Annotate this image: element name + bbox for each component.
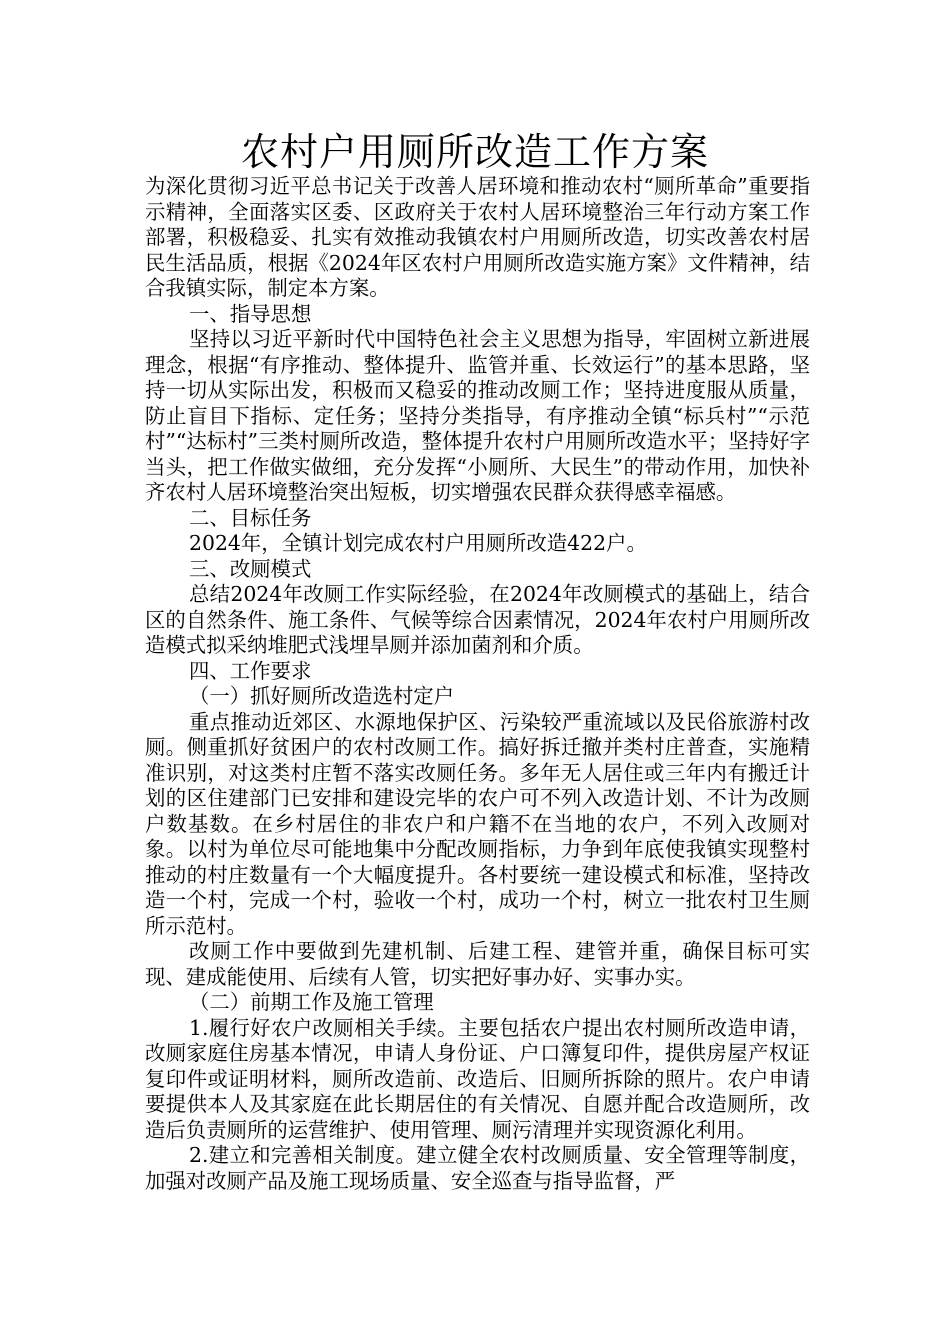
subsection-text-village-selection-2: 改厕工作中要做到先建机制、后建工程、建管并重，确保目标可实现、建成能使用、后续有人管，切实把好事办好、实事办实。: [145, 939, 810, 989]
subsection-text-village-selection: 重点推动近郊区、水源地保护区、污染较严重流域以及民俗旅游村改厕。侧重抓好贫困户的农村改厕工作。搞好拆迁撤并类村庄普查，实施精准识别，对这类村庄暂不落实改厕任务。多年无人居住或三年内有搬迁计划的区住建部门已安排和建设完毕的农户可不列入改造计划、不计为改厕户数基数。在乡村居住的非农户和户籍不在当地的农户，不列入改厕对象。以村为单位尽可能地集中分配改厕指标，力争到年底使我镇实现整村推动的村庄数量有一个大幅度提升。各村要统一建设模式和标准，坚持改造一个村，完成一个村，验收一个村，成功一个村，树立一批农村卫生厕所示范村。: [145, 709, 810, 938]
section-text-target-tasks: 2024年，全镇计划完成农村户用厕所改造422户。: [189, 531, 647, 555]
intro-paragraph: 为深化贯彻习近平总书记关于改善人居环境和推动农村“厕所革命”重要指示精神，全面落实区委、区政府关于农村人居环境整治三年行动方案工作部署，积极稳妥、扎实有效推动我镇农村户用厕所改造，切实改善农村居民生活品质，根据《2024年区农村户用厕所改造实施方案》文件精神，结合我镇实际，制定本方案。: [145, 174, 810, 300]
section-heading-renovation-mode: 三、改厕模式: [189, 556, 312, 581]
document-title: 农村户用厕所改造工作方案: [240, 130, 709, 174]
section-text-guiding-ideology: 坚持以习近平新时代中国特色社会主义思想为指导，牢固树立新进展理念，根据“有序推动、整体提升、监管并重、长效运行”的基本思路，坚持一切从实际出发，积极而又稳妥的推动改厕工作；坚持进度服从质量，防止盲目下指标、定任务；坚持分类指导，有序推动全镇“标兵村”“示范村”“达标村”三类村厕所改造，整体提升农村户用厕所改造水平；坚持好字当头，把工作做实做细，充分发挥“小厕所、大民生”的带动作用，加快补齐农村人居环境整治突出短板，切实增强农民群众获得感幸福感。: [145, 327, 810, 504]
section-heading-work-requirements: 四、工作要求: [189, 658, 312, 683]
document-body: [145, 174, 810, 1194]
list-item-systems: 2.建立和完善相关制度。建立健全农村改厕质量、安全管理等制度，加强对改厕产品及施工现场质量、安全巡查与指导监督，严: [145, 1143, 810, 1193]
section-text-renovation-mode: 总结2024年改厕工作实际经验，在2024年改厕模式的基础上，结合区的自然条件、施工条件、气候等综合因素情况，2024年农村户用厕所改造模式拟采纳堆肥式浅埋旱厕并添加菌剂和介质。: [145, 582, 810, 657]
section-heading-guiding-ideology: 一、指导思想: [189, 301, 312, 326]
subsection-heading-village-selection: （一）抓好厕所改造选村定户: [189, 684, 455, 708]
list-item-procedures: 1.履行好农户改厕相关手续。主要包括农户提出农村厕所改造申请，改厕家庭住房基本情况，申请人身份证、户口簿复印件，提供房屋产权证复印件或证明材料，厕所改造前、改造后、旧厕所拆除的照片。农户申请要提供本人及其家庭在此长期居住的有关情况、自愿并配合改造厕所，改造后负责厕所的运营维护、使用管理、厕污清理并实现资源化利用。: [145, 1015, 810, 1142]
subsection-heading-preliminary-work: （二）前期工作及施工管理: [189, 990, 434, 1014]
section-heading-target-tasks: 二、目标任务: [189, 505, 312, 530]
